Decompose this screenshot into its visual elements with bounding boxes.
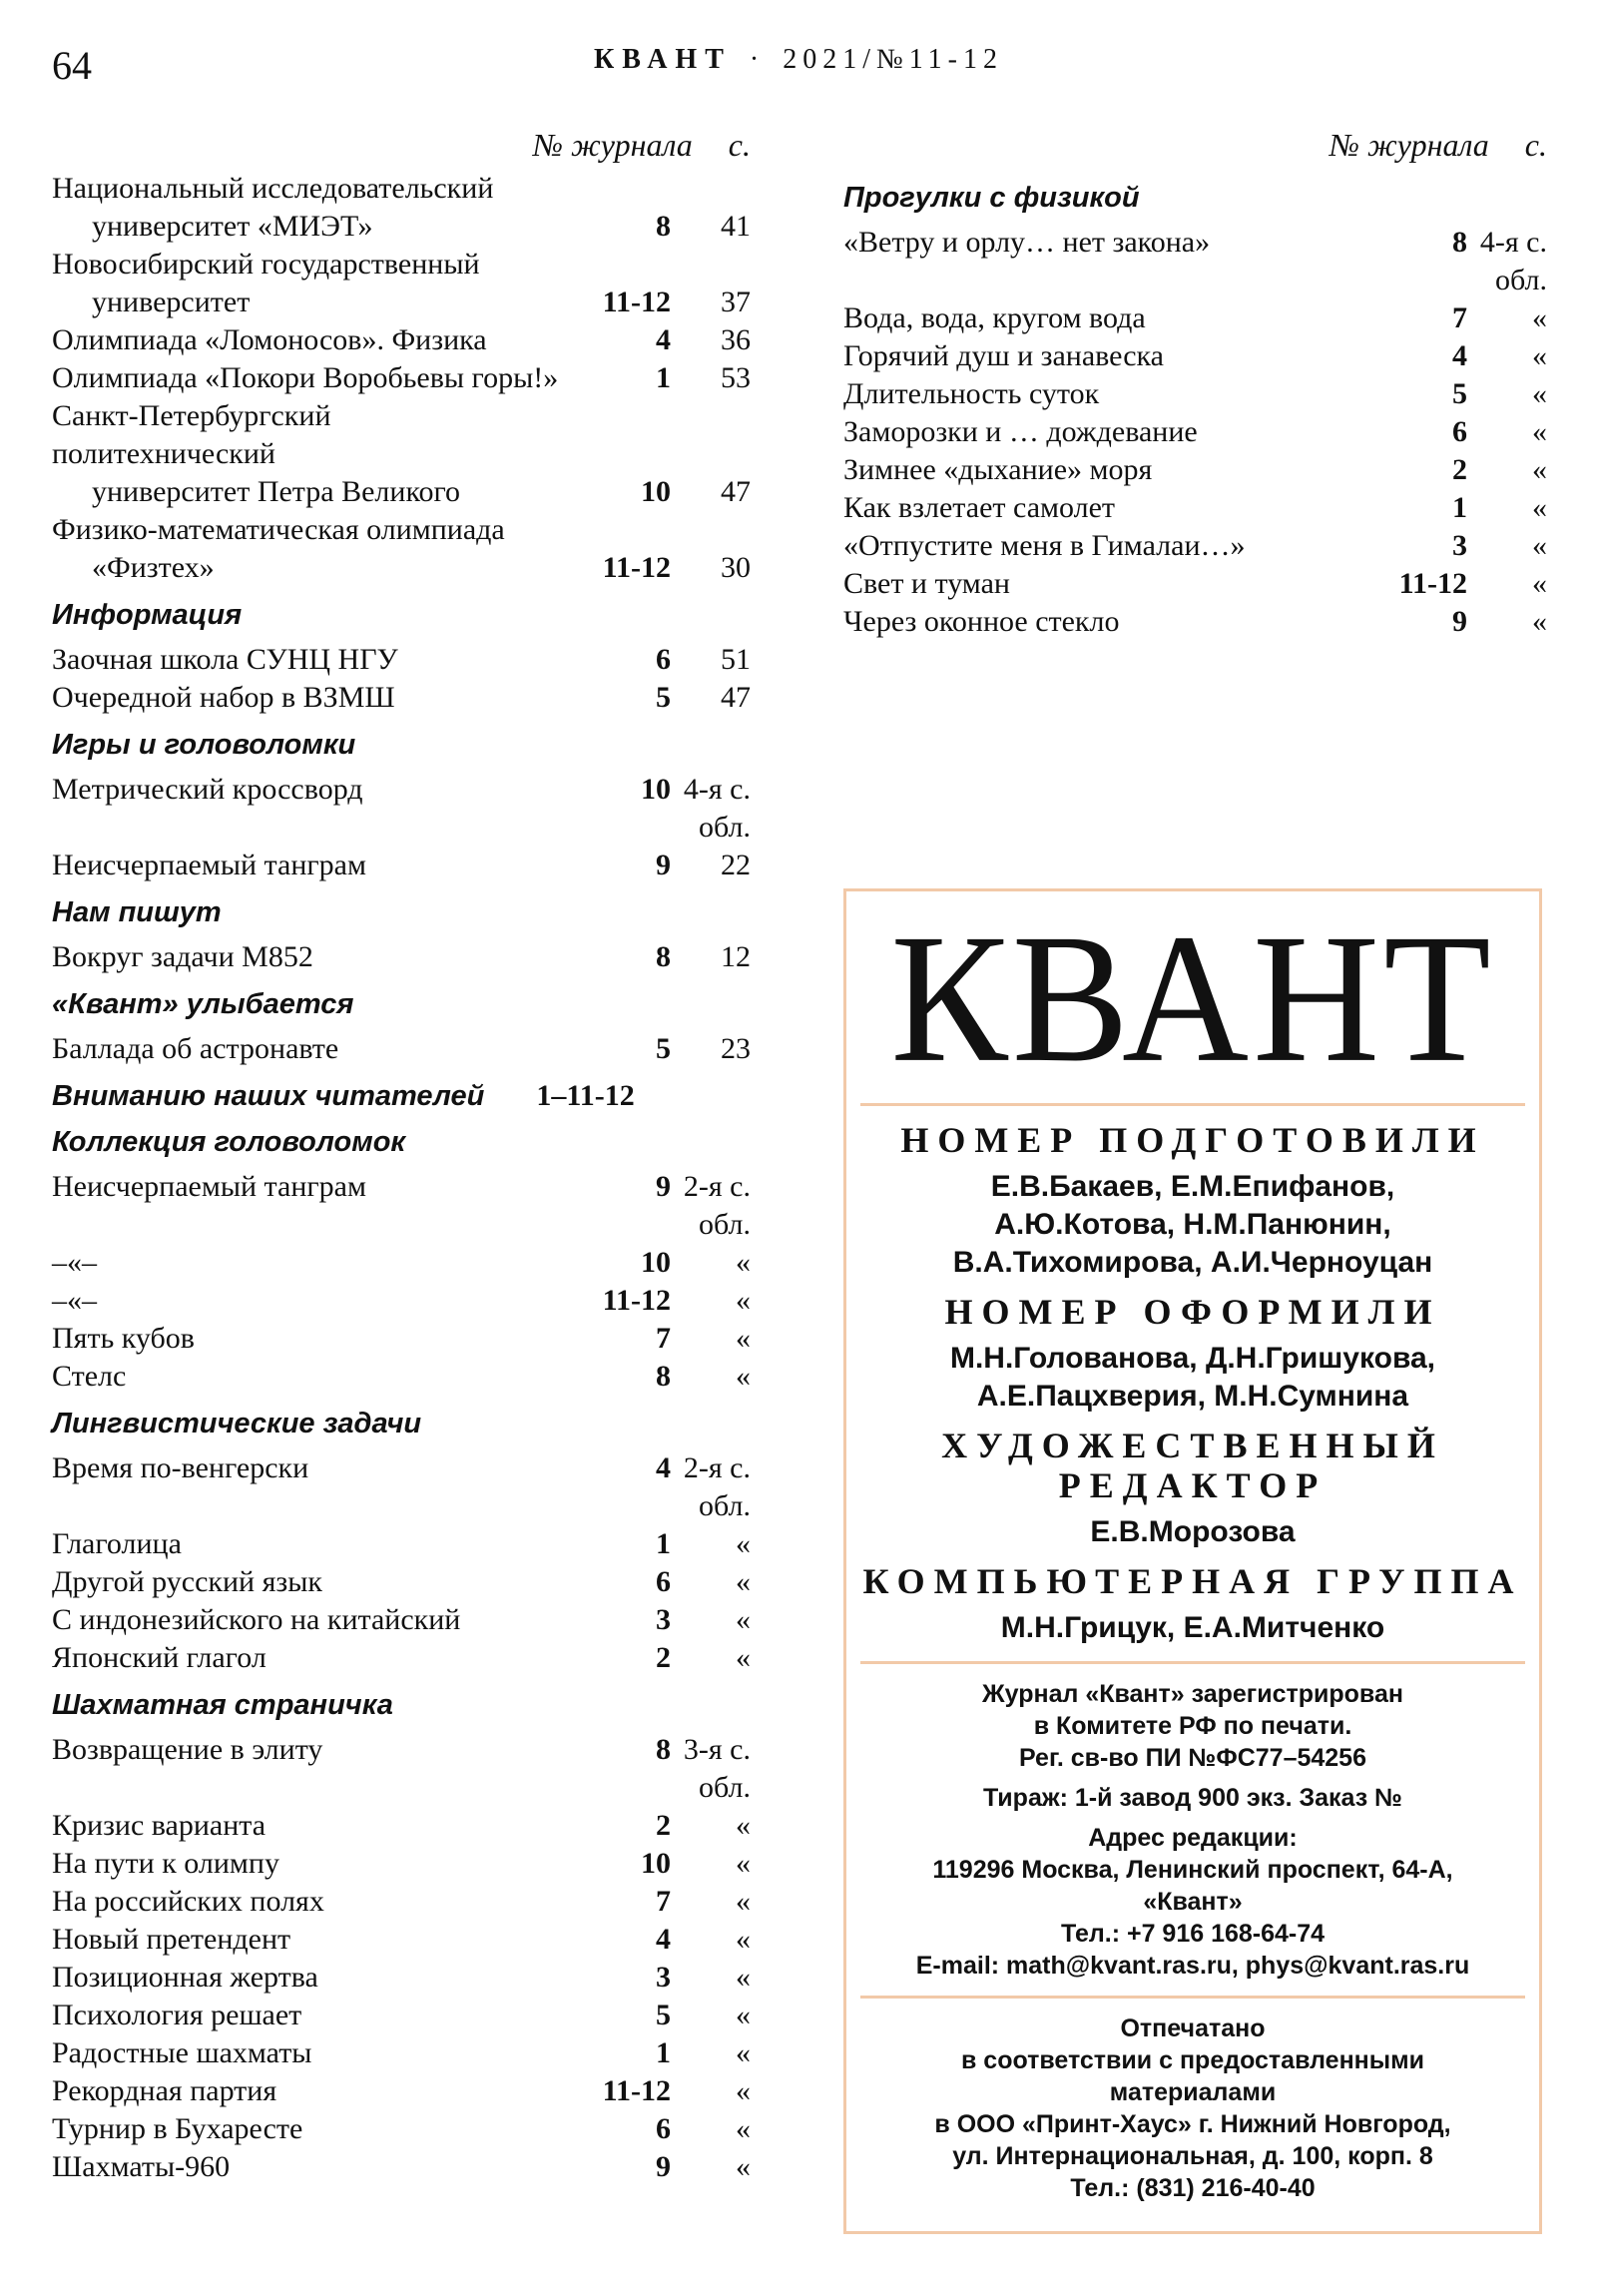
- left-column-header: [52, 120, 751, 170]
- section-heading: [52, 1124, 751, 1160]
- entry-title: [52, 1244, 561, 1282]
- header-separator: ·: [749, 44, 766, 75]
- divider: [860, 1103, 1525, 1106]
- toc-entry: [52, 1883, 751, 1921]
- toc-entry: [52, 1845, 751, 1883]
- entry-title: [843, 565, 1357, 603]
- entry-page: 37: [721, 286, 751, 318]
- toc-entry: [52, 1563, 751, 1601]
- name-line: А.Е.Пацхверия, М.Н.Сумнина: [976, 1380, 1409, 1413]
- left-sections: [52, 597, 751, 2186]
- toc-entry: [52, 1030, 751, 1068]
- entry-issue: 5: [656, 1999, 671, 2031]
- section-heading: [52, 986, 751, 1022]
- entry-title-line: –«–: [52, 1284, 97, 1317]
- entry-title: [52, 679, 561, 717]
- prepared-names: [846, 1168, 1539, 1282]
- entry-page: «: [1532, 301, 1547, 334]
- entry-title: [52, 2034, 561, 2072]
- entry-title-line: Шахматы-960: [52, 2150, 231, 2183]
- section-issue: 1–11-12: [536, 1079, 635, 1112]
- registration-line: Журнал «Квант» зарегистрирован: [982, 1680, 1403, 1708]
- art-heading-line: ХУДОЖЕСТВЕННЫЙ: [941, 1426, 1444, 1465]
- entry-title: [52, 1997, 561, 2034]
- printer-line: в соответствии с предоставленными: [960, 2046, 1424, 2074]
- entry-page: 51: [721, 643, 751, 676]
- toc-entry: [52, 170, 751, 246]
- entry-page: 3-я с. обл.: [683, 1733, 751, 1804]
- entry-title-line: Олимпиада «Покори Воробьевы горы!»: [52, 361, 559, 394]
- toc-entry: [52, 847, 751, 884]
- entry-issue: 5: [656, 1032, 671, 1065]
- name-line: А.Ю.Котова, Н.М.Панюнин,: [994, 1208, 1391, 1241]
- entry-issue: 4: [1452, 339, 1467, 372]
- section-title: Игры и головоломки: [52, 729, 356, 761]
- entry-page: «: [736, 2036, 751, 2069]
- entry-title: [52, 170, 561, 246]
- section-title: Прогулки с физикой: [843, 182, 1140, 214]
- section-heading: [52, 1406, 751, 1441]
- entry-title: [52, 1525, 561, 1563]
- toc-entry: [52, 1731, 751, 1807]
- entry-issue: 8: [1452, 226, 1467, 259]
- entry-title-line: С индонезийского на китайский: [52, 1603, 461, 1636]
- entry-page: «: [736, 1603, 751, 1636]
- magazine-name: КВАНТ: [594, 44, 732, 75]
- entry-title-line: Свет и туман: [843, 567, 1010, 600]
- entry-title-line: Баллада об астронавте: [52, 1032, 339, 1065]
- printer-line: Тел.: (831) 216-40-40: [1070, 2174, 1316, 2202]
- entry-issue: 2: [656, 1809, 671, 1842]
- kvant-logo: КВАНТ: [890, 896, 1495, 1101]
- toc-entry: [52, 679, 751, 717]
- toc-entry: [52, 1807, 751, 1845]
- art-editor-heading: [846, 1426, 1539, 1505]
- circulation: Тираж: 1-й завод 900 экз. Заказ №: [982, 1784, 1403, 1812]
- entry-page: 2-я с. обл.: [683, 1451, 751, 1522]
- entry-title-line: Глаголица: [52, 1527, 182, 1560]
- phone: Тел.: +7 916 168-64-74: [1060, 1920, 1326, 1948]
- toc-entry: [52, 397, 751, 511]
- entry-page: «: [736, 1961, 751, 1994]
- entry-issue: 1: [656, 1527, 671, 1560]
- entry-title-line: Турнир в Бухаресте: [52, 2112, 303, 2145]
- toc-entry: [843, 565, 1547, 603]
- toc-entry: [52, 1282, 751, 1320]
- entry-title-line: Позиционная жертва: [52, 1961, 318, 1994]
- toc-entry: [52, 641, 751, 679]
- entry-page: «: [736, 1246, 751, 1279]
- section-heading: [52, 727, 751, 763]
- entry-title: [52, 2110, 561, 2148]
- email: E-mail: math@kvant.ras.ru, phys@kvant.ras.ru: [915, 1952, 1470, 1980]
- entry-title: [52, 847, 561, 884]
- right-column-header: [843, 120, 1547, 170]
- entry-page: «: [1532, 605, 1547, 638]
- entry-page: 41: [721, 210, 751, 243]
- section-title: Нам пишут: [52, 896, 222, 928]
- entry-page: 47: [721, 475, 751, 508]
- entry-page: 47: [721, 681, 751, 714]
- entry-title: [843, 299, 1357, 337]
- entry-issue: 9: [656, 2150, 671, 2183]
- entry-issue: 7: [656, 1885, 671, 1918]
- toc-entry: [52, 359, 751, 397]
- registration-info: [846, 1678, 1539, 1982]
- entry-title-line: Рекордная партия: [52, 2074, 277, 2107]
- section-title: Вниманию наших читателей: [52, 1080, 485, 1112]
- entry-title: [52, 511, 561, 587]
- divider: [860, 1661, 1525, 1664]
- divider: [860, 1996, 1525, 1999]
- toc-entry: [843, 299, 1547, 337]
- entry-issue: 11-12: [602, 1284, 671, 1317]
- printer-line: в ООО «Принт-Хаус» г. Нижний Новгород,: [934, 2110, 1451, 2138]
- entry-page: «: [736, 1641, 751, 1674]
- entry-title: [52, 1883, 561, 1921]
- toc-entry: [52, 938, 751, 976]
- entry-page: «: [1532, 339, 1547, 372]
- entry-title-line: Метрический кроссворд: [52, 773, 363, 806]
- entry-title-line: Заморозки и … дождевание: [843, 415, 1198, 448]
- toc-entry: [52, 1921, 751, 1959]
- entry-title: [52, 2148, 561, 2186]
- entry-title: [52, 1282, 561, 1320]
- entry-title-line: Время по-венгерски: [52, 1451, 309, 1484]
- entry-title-line: Физико-математическая олимпиада: [52, 513, 505, 546]
- entry-title-line: –«–: [52, 1246, 97, 1279]
- entry-page: «: [736, 1284, 751, 1317]
- entry-issue: 11-12: [602, 286, 671, 318]
- entry-title-line: Вода, вода, кругом вода: [843, 301, 1146, 334]
- entry-page: 12: [721, 940, 751, 973]
- entry-title-line: Возвращение в элиту: [52, 1733, 323, 1766]
- name-line: В.А.Тихомирова, А.И.Черноуцан: [952, 1246, 1433, 1279]
- entry-title-line: «Физтех»: [92, 551, 215, 584]
- entry-title-line: Новосибирский государственный: [52, 248, 480, 281]
- toc-entry: [52, 2110, 751, 2148]
- entry-page: 4-я с. обл.: [683, 773, 751, 844]
- running-head: [0, 44, 1597, 76]
- printer-line: ул. Интернациональная, д. 100, корп. 8: [952, 2142, 1433, 2170]
- toc-entry: [52, 1244, 751, 1282]
- name-line: М.Н.Голованова, Д.Н.Гришукова,: [949, 1342, 1436, 1375]
- entry-title-line: «Ветру и орлу… нет закона»: [843, 226, 1211, 259]
- left-top-entries: [52, 170, 751, 587]
- issue-column-heading: № журнала: [1329, 126, 1489, 163]
- entry-page: 36: [721, 323, 751, 356]
- toc-entry: [52, 2148, 751, 2186]
- toc-entry: [52, 1320, 751, 1358]
- entry-page: «: [736, 1527, 751, 1560]
- entry-title-line: Зимнее «дыхание» моря: [843, 453, 1153, 486]
- entry-title: [52, 1168, 561, 1244]
- entry-title: [843, 224, 1357, 299]
- entry-page: «: [736, 1322, 751, 1355]
- entry-page: «: [736, 1809, 751, 1842]
- toc-entry: [52, 511, 751, 587]
- toc-entry: [52, 1525, 751, 1563]
- entry-issue: 5: [656, 681, 671, 714]
- entry-title-line: Олимпиада «Ломоносов». Физика: [52, 323, 487, 356]
- entry-title: [52, 1807, 561, 1845]
- toc-entry: [843, 603, 1547, 641]
- entry-title-line: Пять кубов: [52, 1322, 195, 1355]
- entry-title: [52, 1030, 561, 1068]
- entry-page: «: [1532, 453, 1547, 486]
- entry-title-line: Неисчерпаемый танграм: [52, 849, 366, 881]
- entry-issue: 8: [656, 210, 671, 243]
- prepared-heading: НОМЕР ПОДГОТОВИЛИ: [900, 1120, 1485, 1160]
- art-editor-name: Е.В.Морозова: [1090, 1515, 1296, 1548]
- entry-issue: 4: [656, 323, 671, 356]
- section-heading: [52, 1687, 751, 1723]
- issue-column-heading: № журнала: [532, 126, 693, 163]
- section-heading: [52, 894, 751, 930]
- name-line: Е.В.Бакаев, Е.М.Епифанов,: [990, 1170, 1395, 1203]
- section-title: Лингвистические задачи: [52, 1408, 422, 1439]
- printer-line: Отпечатано: [1120, 2014, 1266, 2042]
- entry-page: «: [736, 2112, 751, 2145]
- entry-issue: 8: [656, 1733, 671, 1766]
- entry-page: 22: [721, 849, 751, 881]
- entry-title-line: Очередной набор в ВЗМШ: [52, 681, 395, 714]
- computer-group-heading: КОМПЬЮТЕРНАЯ ГРУППА: [862, 1561, 1523, 1601]
- address-line: 119296 Москва, Ленинский проспект, 64-А,: [932, 1856, 1453, 1884]
- entry-page: 23: [721, 1032, 751, 1065]
- entry-title: [843, 527, 1357, 565]
- entry-issue: 3: [1452, 529, 1467, 562]
- entry-title: [52, 1358, 561, 1396]
- toc-entry: [52, 321, 751, 359]
- toc-entry: [52, 1449, 751, 1525]
- entry-title-line: Японский глагол: [52, 1641, 266, 1674]
- entry-title: [52, 397, 561, 511]
- entry-issue: 1: [1452, 491, 1467, 524]
- entry-title: [843, 489, 1357, 527]
- entry-title: [52, 1845, 561, 1883]
- entry-title-line: университет «МИЭТ»: [92, 210, 373, 243]
- entry-page: «: [736, 1923, 751, 1956]
- entry-issue: 1: [656, 361, 671, 394]
- entry-title: [52, 771, 561, 847]
- section-title: Шахматная страничка: [52, 1689, 393, 1721]
- page-column-heading: с.: [728, 126, 751, 163]
- toc-entry: [52, 1358, 751, 1396]
- entry-title: [52, 1449, 561, 1525]
- entry-issue: 2: [1452, 453, 1467, 486]
- entry-page: 4-я с. обл.: [1479, 226, 1547, 296]
- entry-page: «: [1532, 491, 1547, 524]
- entry-issue: 6: [656, 1565, 671, 1598]
- entry-issue: 7: [1452, 301, 1467, 334]
- toc-entry: [52, 246, 751, 321]
- toc-entry: [52, 1601, 751, 1639]
- entry-title: [52, 1731, 561, 1807]
- entry-page: «: [1532, 567, 1547, 600]
- art-heading-line: РЕДАКТОР: [1058, 1465, 1328, 1505]
- entry-title: [52, 1601, 561, 1639]
- entry-title-line: Новый претендент: [52, 1923, 291, 1956]
- section-title: «Квант» улыбается: [52, 988, 354, 1020]
- entry-title: [52, 1959, 561, 1997]
- entry-title: [52, 1639, 561, 1677]
- printer-line: материалами: [1109, 2078, 1277, 2106]
- entry-issue: 4: [656, 1451, 671, 1484]
- entry-issue: 6: [656, 643, 671, 676]
- entry-title-line: Неисчерпаемый танграм: [52, 1170, 366, 1203]
- entry-title-line: Санкт-Петербургский политехнический: [52, 399, 338, 470]
- entry-title: [52, 246, 561, 321]
- toc-entry: [843, 527, 1547, 565]
- address-heading: Адрес редакции:: [1088, 1824, 1298, 1852]
- toc-entry: [52, 1639, 751, 1677]
- right-sections: [843, 180, 1547, 641]
- toc-entry: [52, 1168, 751, 1244]
- toc-entry: [52, 771, 751, 847]
- entry-page: «: [736, 2074, 751, 2107]
- entry-title: [843, 337, 1357, 375]
- section-heading: [52, 597, 751, 633]
- entry-issue: 11-12: [1398, 567, 1467, 600]
- entry-issue: 10: [641, 1847, 671, 1880]
- entry-issue: 6: [1452, 415, 1467, 448]
- toc-entry: [843, 489, 1547, 527]
- entry-title-line: На российских полях: [52, 1885, 324, 1918]
- entry-issue: 9: [656, 1170, 671, 1203]
- toc-entry: [52, 2034, 751, 2072]
- entry-title: [52, 1921, 561, 1959]
- entry-page: «: [736, 1999, 751, 2031]
- entry-title-line: Психология решает: [52, 1999, 302, 2031]
- entry-title: [843, 451, 1357, 489]
- entry-title: [843, 603, 1357, 641]
- entry-title-line: Длительность суток: [843, 377, 1100, 410]
- entry-page: «: [736, 1565, 751, 1598]
- entry-issue: 11-12: [602, 2074, 671, 2107]
- entry-issue: 8: [656, 940, 671, 973]
- registration-line: Рег. св-во ПИ №ФС77–54256: [1019, 1744, 1366, 1772]
- designed-heading: НОМЕР ОФОРМИЛИ: [944, 1292, 1441, 1332]
- entry-title: [52, 2072, 561, 2110]
- entry-page: 30: [721, 551, 751, 584]
- right-column: [843, 120, 1547, 641]
- entry-title-line: «Отпустите меня в Гималаи…»: [843, 529, 1246, 562]
- designed-names: [846, 1340, 1539, 1416]
- entry-title: [843, 375, 1357, 413]
- entry-page: «: [1532, 415, 1547, 448]
- entry-title: [52, 641, 561, 679]
- entry-title: [52, 359, 561, 397]
- entry-page: «: [736, 1847, 751, 1880]
- address-line: «Квант»: [1143, 1888, 1243, 1916]
- toc-entry: [843, 413, 1547, 451]
- entry-issue: 2: [656, 1641, 671, 1674]
- entry-issue: 3: [656, 1603, 671, 1636]
- entry-page: «: [736, 2150, 751, 2183]
- entry-title-line: Радостные шахматы: [52, 2036, 312, 2069]
- colophon-box: [843, 888, 1542, 2234]
- entry-title-line: Кризис варианта: [52, 1809, 266, 1842]
- page-column-heading: с.: [1524, 126, 1547, 163]
- entry-page: 2-я с. обл.: [683, 1170, 751, 1241]
- entry-title-line: Заочная школа СУНЦ НГУ: [52, 643, 398, 676]
- toc-entry: [843, 451, 1547, 489]
- entry-issue: 8: [656, 1360, 671, 1393]
- entry-title: [52, 321, 561, 359]
- section-title: Коллекция головоломок: [52, 1126, 406, 1158]
- entry-title-line: Как взлетает самолет: [843, 491, 1116, 524]
- entry-issue: 7: [656, 1322, 671, 1355]
- entry-title-line: Горячий душ и занавеска: [843, 339, 1164, 372]
- entry-issue: 3: [656, 1961, 671, 1994]
- section-title: Информация: [52, 599, 243, 631]
- entry-issue: 1: [656, 2036, 671, 2069]
- computer-group-names: М.Н.Грицук, Е.А.Митченко: [1000, 1611, 1385, 1644]
- toc-entry: [52, 2072, 751, 2110]
- section-heading: [52, 1078, 751, 1114]
- toc-entry: [52, 1997, 751, 2034]
- entry-issue: 10: [641, 475, 671, 508]
- entry-issue: 5: [1452, 377, 1467, 410]
- toc-entry: [843, 337, 1547, 375]
- entry-issue: 9: [656, 849, 671, 881]
- entry-issue: 11-12: [602, 551, 671, 584]
- entry-title-line: университет Петра Великого: [92, 475, 461, 508]
- left-column: [52, 120, 751, 2186]
- toc-entry: [52, 1959, 751, 1997]
- toc-entry: [843, 224, 1547, 299]
- printer-info: [846, 2012, 1539, 2204]
- entry-issue: 4: [656, 1923, 671, 1956]
- registration-line: в Комитете РФ по печати.: [1033, 1712, 1352, 1740]
- entry-title-line: Вокруг задачи М852: [52, 940, 313, 973]
- entry-page: «: [736, 1360, 751, 1393]
- issue-label: 2021/№11-12: [783, 44, 1003, 75]
- toc-entry: [843, 375, 1547, 413]
- entry-issue: 10: [641, 773, 671, 806]
- entry-title: [52, 1320, 561, 1358]
- entry-title-line: На пути к олимпу: [52, 1847, 279, 1880]
- entry-title: [52, 1563, 561, 1601]
- entry-title-line: Другой русский язык: [52, 1565, 322, 1598]
- entry-title-line: университет: [92, 286, 251, 318]
- entry-issue: 9: [1452, 605, 1467, 638]
- entry-issue: 10: [641, 1246, 671, 1279]
- entry-issue: 6: [656, 2112, 671, 2145]
- entry-title-line: Стелс: [52, 1360, 127, 1393]
- section-heading: [843, 180, 1547, 216]
- entry-page: «: [1532, 377, 1547, 410]
- entry-page: «: [1532, 529, 1547, 562]
- entry-title: [52, 938, 561, 976]
- entry-page: 53: [721, 361, 751, 394]
- entry-title-line: Национальный исследовательский: [52, 172, 494, 205]
- entry-title-line: Через оконное стекло: [843, 605, 1120, 638]
- page-number: 64: [52, 43, 92, 88]
- entry-title: [843, 413, 1357, 451]
- entry-page: «: [736, 1885, 751, 1918]
